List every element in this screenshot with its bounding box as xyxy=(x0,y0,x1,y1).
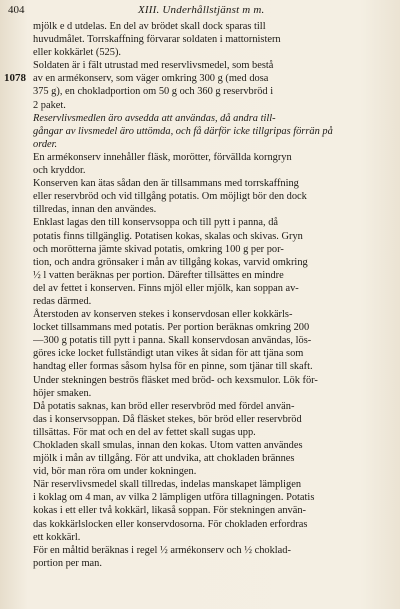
text-line: kokas i ett eller två kokkärl, likaså soppan. För stekningen använ- xyxy=(33,505,306,517)
text-line: 375 g), en chokladportion om 50 g och 360 g reservbröd i xyxy=(33,86,274,98)
text-line: Återstoden av konserven stekes i konservdosan eller kokkärls- xyxy=(33,309,293,321)
text-line: eller kokkärlet (525). xyxy=(33,47,121,59)
text-line: När reservlivsmedel skall tillredas, indelas manskapet lämpligen xyxy=(33,479,302,491)
margin-paragraph-number: 1078 xyxy=(4,72,26,84)
text-line: das kokkärlslocken eller konservdosorna. För chokladen erfordras xyxy=(33,518,308,530)
text-line: av en armékonserv, som väger omkring 300 g (med dosa xyxy=(33,73,269,85)
text-line: huvudmålet. Torrskaffning förvarar soldaten i mattornistern xyxy=(33,34,281,46)
text-line: ett kokkärl. xyxy=(33,531,81,543)
text-line: Då potatis saknas, kan bröd eller reservbröd med fördel använ- xyxy=(33,400,295,412)
text-line: tillsättas. För mat och en del av fettet skall sugas upp. xyxy=(33,426,256,438)
text-line: Under stekningen beströs fläsket med bröd- och kexsmulor. Lök för- xyxy=(33,374,318,386)
text-line: 2 paket. xyxy=(33,99,66,111)
text-line: Chokladen skall smulas, innan den kokas. Utom vatten användes xyxy=(33,440,303,451)
paragraph xyxy=(33,59,393,111)
text-line: och kryddor. xyxy=(33,165,86,177)
text-line: Soldaten är i fält utrustad med reservlivsmedel, som bestå xyxy=(33,60,274,72)
text-line: För en måltid beräknas i regel ½ armékonserv och ½ choklad- xyxy=(33,544,291,556)
text-line: potatis finns tillgänglig. Potatisen kokas, skalas och skivas. Gryn xyxy=(33,230,303,242)
text-line: tillredas, innan den användes. xyxy=(33,204,157,216)
paragraph xyxy=(33,20,393,59)
page-header xyxy=(8,2,396,18)
paragraph xyxy=(33,478,393,543)
text-line: gångar av livsmedel äro uttömda, och få därför icke tillgripas förrän på xyxy=(33,125,333,137)
text-line: locket tillsammans med potatis. Per portion beräknas omkring 200 xyxy=(33,322,310,334)
italic-paragraph xyxy=(33,112,393,151)
text-line: ½ l vatten beräknas per portion. Därefter tillsättes en mindre xyxy=(33,269,284,281)
text-line: —300 g potatis till pytt i panna. Skall konservdosan användas, lös- xyxy=(33,335,312,347)
text-line: En armékonserv innehåller fläsk, morötter, förvällda korngryn xyxy=(33,151,292,163)
text-line: i koklag om 4 man, av vilka 2 lämpligen utföra tillagningen. Potatis xyxy=(33,492,315,504)
text-line: vid, bör man röra om under kokningen. xyxy=(33,466,197,478)
text-line: portion per man. xyxy=(33,557,102,569)
text-line: mjölk i mån av tillgång. För att undvika, att chokladen brännes xyxy=(33,453,295,465)
text-line: redas därmed. xyxy=(33,295,92,307)
text-line: Enklast lagas den till konservsoppa och till pytt i panna, då xyxy=(33,217,278,229)
paragraph xyxy=(33,308,393,400)
text-line: order. xyxy=(33,138,58,150)
text-line: handtag eller formas såsom hylsa för en pinne, som tjänar till skaft. xyxy=(33,361,313,373)
text-line: göres icke locket fullständigt utan vikes åt sidan för att tjäna som xyxy=(33,348,304,360)
text-line: del av fettet i konserven. Finns mjöl eller mjölk, kan soppan av- xyxy=(33,282,299,294)
paragraph xyxy=(33,400,393,439)
running-title: XIII. Underhållstjänst m m. xyxy=(138,4,265,16)
paragraph xyxy=(33,216,393,308)
text-line: mjölk e d utdelas. En del av brödet skall dock sparas till xyxy=(33,21,266,32)
text-line: och morötterna jämte skivad potatis, omkring 100 g per por- xyxy=(33,243,284,255)
paragraph xyxy=(33,544,393,570)
paragraph xyxy=(33,439,393,478)
page-number: 404 xyxy=(8,4,25,16)
text-line: eller reservbröd och vid tillgång potatis. Om möjligt bör den dock xyxy=(33,191,307,203)
paragraph xyxy=(33,151,393,177)
text-line: tion, och andra grönsaker i mån av tillgång kokas, varvid omkring xyxy=(33,256,308,268)
paragraph xyxy=(33,177,393,216)
text-line: Reservlivsmedlen äro avsedda att användas, då andra till- xyxy=(33,112,276,124)
page-body xyxy=(33,20,393,570)
text-line: das i konservsoppan. Då fläsket stekes, bör bröd eller reservbröd xyxy=(33,413,302,425)
text-line: Konserven kan ätas sådan den är tillsammans med torrskaffning xyxy=(33,178,299,190)
text-line: höjer smaken. xyxy=(33,387,92,399)
